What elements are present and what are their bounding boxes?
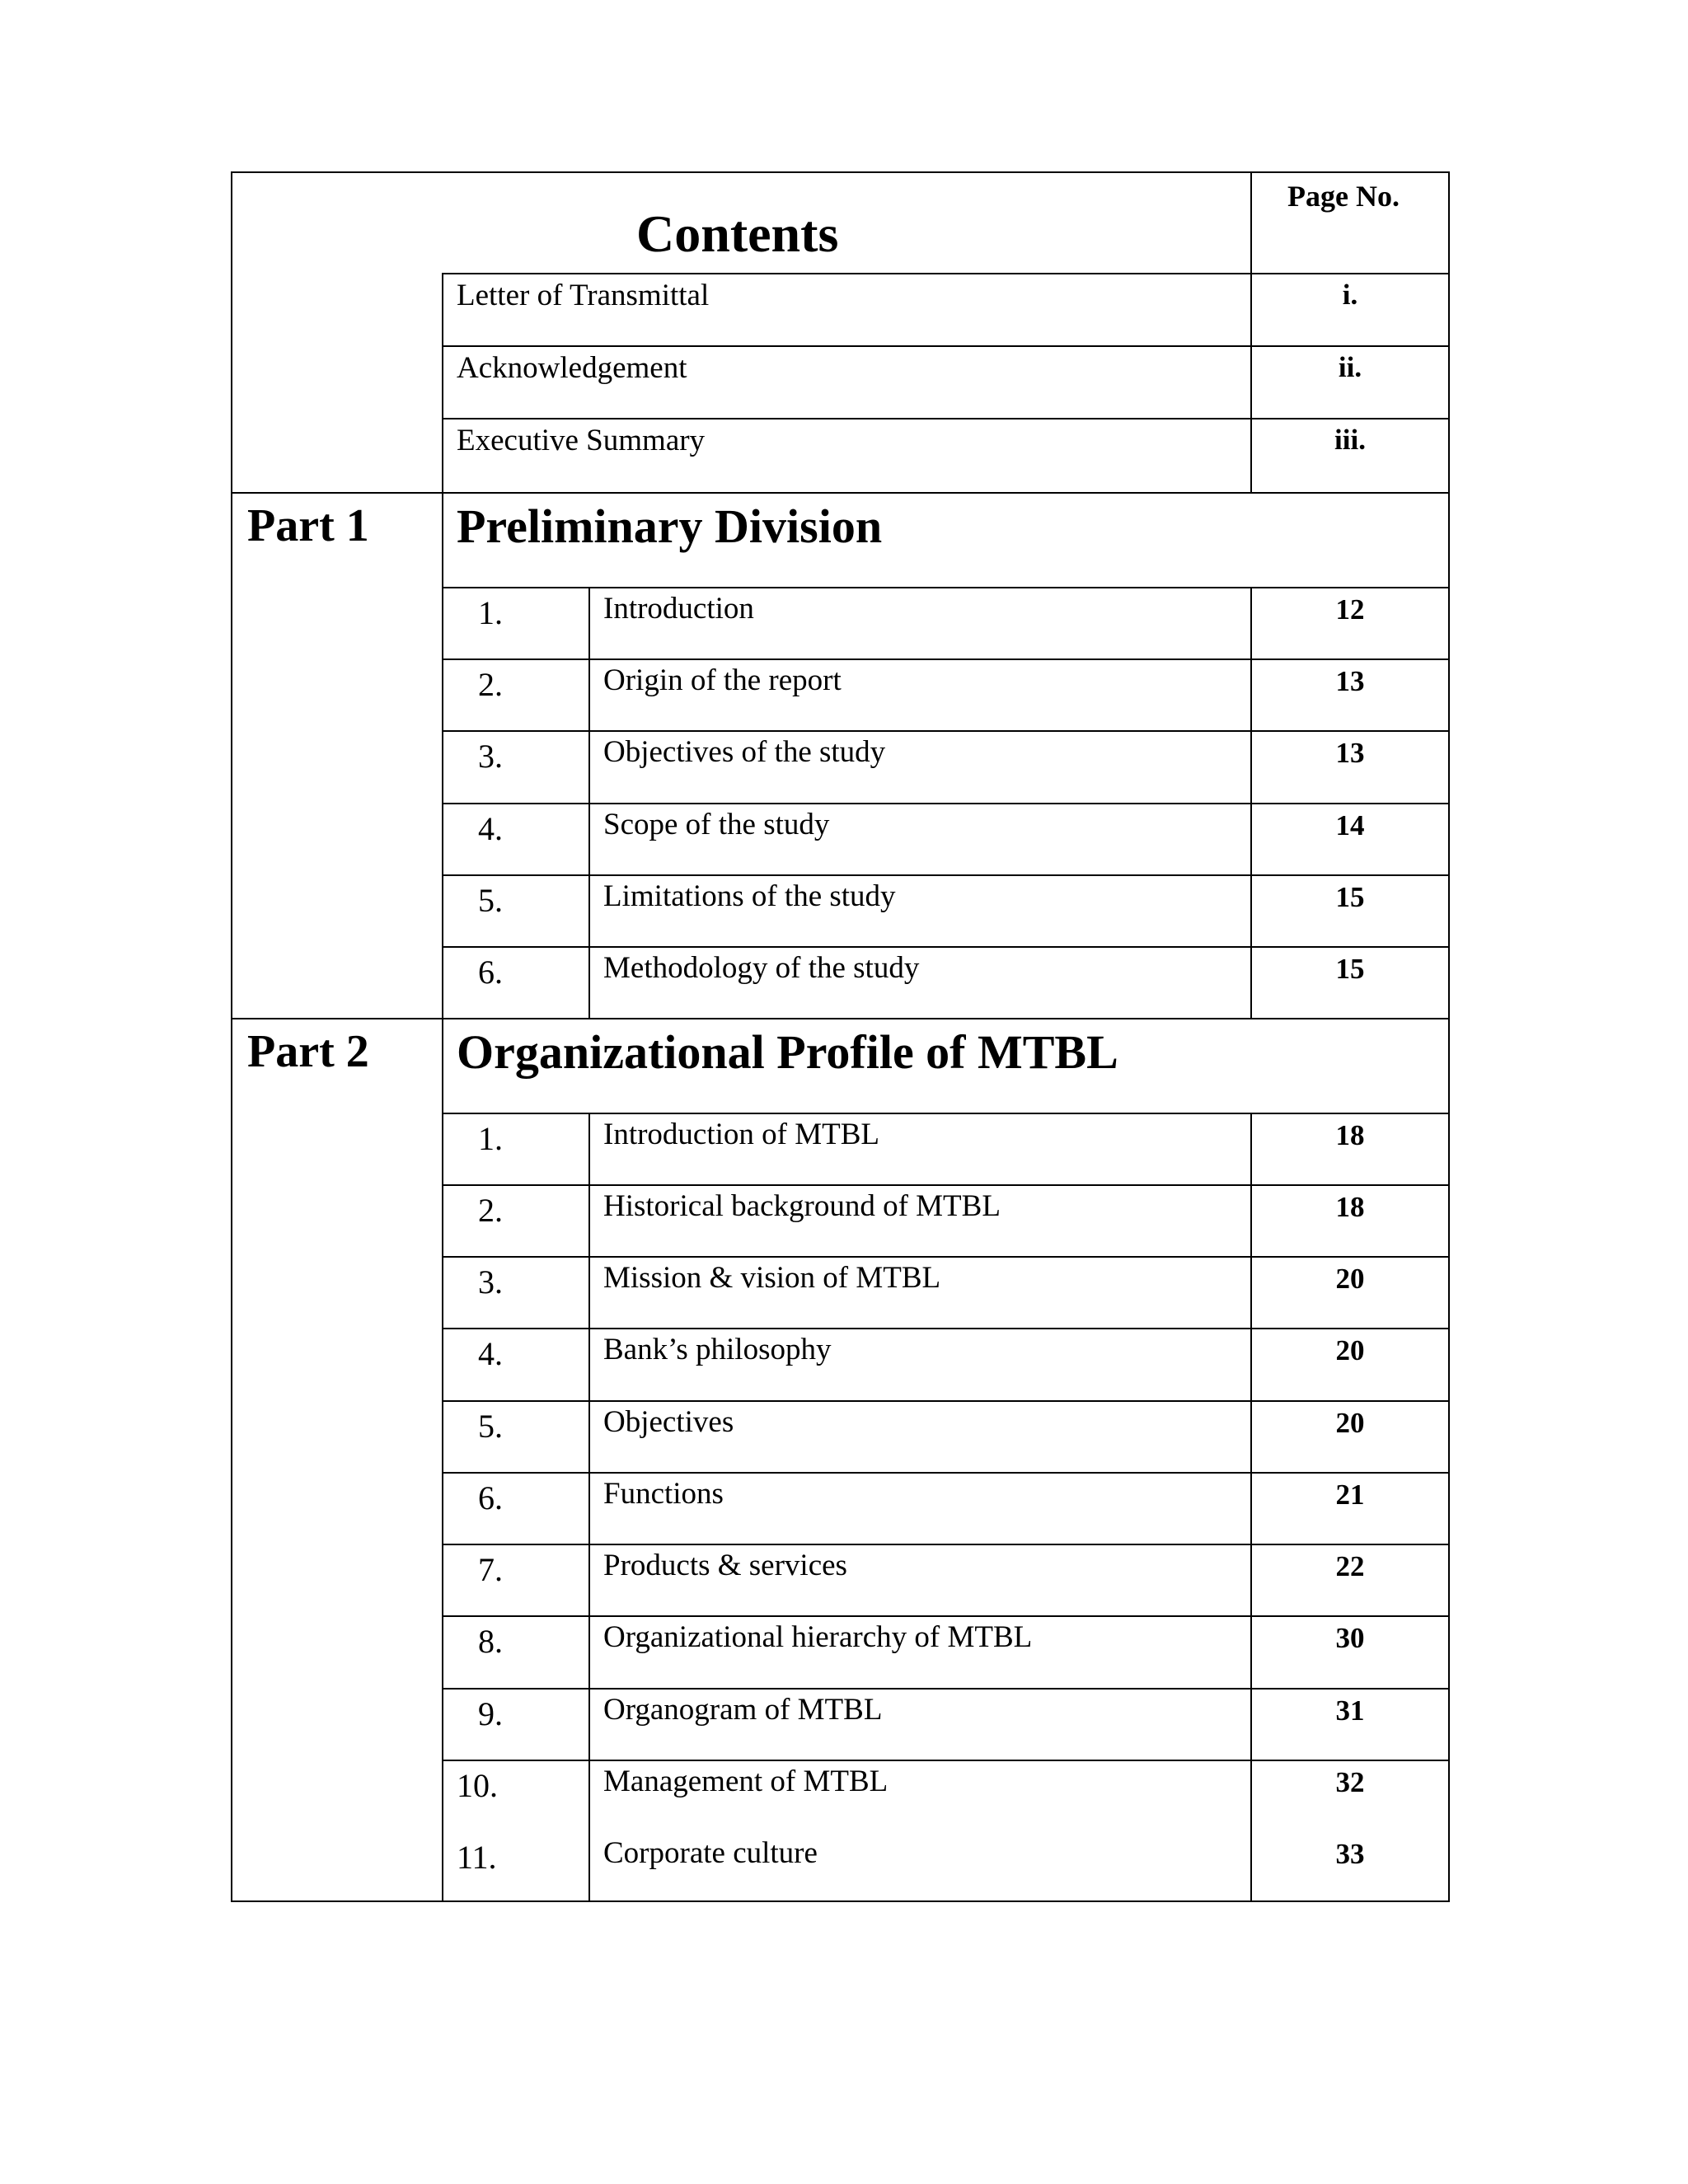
item-number: 6. bbox=[478, 1479, 503, 1516]
item-number: 3. bbox=[478, 1263, 503, 1301]
item-label: Management of MTBL bbox=[603, 1765, 889, 1798]
item-page: 15 bbox=[1335, 953, 1365, 985]
item-number: 9. bbox=[478, 1695, 503, 1732]
item-number: 4. bbox=[478, 810, 503, 847]
item-page: 33 bbox=[1335, 1838, 1365, 1870]
item-page: 20 bbox=[1335, 1334, 1365, 1366]
item-page: 30 bbox=[1335, 1622, 1365, 1654]
item-label: Objectives bbox=[603, 1405, 734, 1439]
front-matter-page: iii. bbox=[1334, 424, 1366, 456]
item-label: Scope of the study bbox=[603, 808, 830, 841]
item-number: 7. bbox=[478, 1551, 503, 1588]
front-matter-label: Letter of Transmittal bbox=[457, 279, 710, 312]
front-matter-page: i. bbox=[1342, 279, 1358, 311]
item-number: 2. bbox=[478, 1192, 503, 1229]
item-page: 32 bbox=[1335, 1766, 1365, 1798]
item-label: Functions bbox=[603, 1477, 724, 1511]
item-page: 21 bbox=[1335, 1479, 1365, 1511]
item-number: 11. bbox=[457, 1839, 497, 1876]
item-number: 1. bbox=[478, 1120, 503, 1157]
item-label: Organogram of MTBL bbox=[603, 1693, 883, 1727]
item-label: Methodology of the study bbox=[603, 951, 920, 985]
item-label: Historical background of MTBL bbox=[603, 1189, 1001, 1223]
item-page: 20 bbox=[1335, 1263, 1365, 1295]
item-number: 10. bbox=[457, 1767, 498, 1804]
item-number: 6. bbox=[478, 954, 503, 991]
item-label: Introduction bbox=[603, 592, 754, 626]
part-label: Part 1 bbox=[247, 500, 369, 551]
item-number: 5. bbox=[478, 1408, 503, 1445]
item-label: Objectives of the study bbox=[603, 735, 886, 769]
part-title: Organizational Profile of MTBL bbox=[457, 1025, 1118, 1079]
item-number: 3. bbox=[478, 738, 503, 775]
item-page: 20 bbox=[1335, 1407, 1365, 1439]
item-page: 15 bbox=[1335, 881, 1365, 913]
item-label: Organizational hierarchy of MTBL bbox=[603, 1620, 1033, 1654]
item-page: 22 bbox=[1335, 1550, 1365, 1582]
page-number-header: Page No. bbox=[1287, 180, 1400, 213]
part-title: Preliminary Division bbox=[457, 499, 883, 553]
item-label: Bank’s philosophy bbox=[603, 1333, 832, 1366]
front-matter-label: Executive Summary bbox=[457, 424, 706, 457]
item-page: 18 bbox=[1335, 1119, 1365, 1151]
item-page: 12 bbox=[1335, 593, 1365, 626]
item-label: Corporate culture bbox=[603, 1836, 818, 1870]
item-page: 13 bbox=[1335, 665, 1365, 697]
item-label: Introduction of MTBL bbox=[603, 1118, 880, 1151]
page-title: Contents bbox=[636, 204, 839, 263]
item-label: Products & services bbox=[603, 1549, 847, 1582]
front-matter-label: Acknowledgement bbox=[457, 351, 687, 385]
item-label: Mission & vision of MTBL bbox=[603, 1261, 941, 1295]
item-number: 1. bbox=[478, 594, 503, 631]
item-number: 2. bbox=[478, 666, 503, 703]
front-matter-page: ii. bbox=[1338, 351, 1362, 383]
item-page: 18 bbox=[1335, 1191, 1365, 1223]
item-label: Origin of the report bbox=[603, 663, 842, 697]
part-label: Part 2 bbox=[247, 1026, 369, 1077]
table-of-contents bbox=[231, 171, 1450, 1902]
item-page: 31 bbox=[1335, 1694, 1365, 1727]
item-page: 14 bbox=[1335, 809, 1365, 841]
item-number: 4. bbox=[478, 1335, 503, 1372]
item-page: 13 bbox=[1335, 737, 1365, 769]
item-number: 8. bbox=[478, 1623, 503, 1660]
item-label: Limitations of the study bbox=[603, 879, 896, 913]
item-number: 5. bbox=[478, 882, 503, 919]
